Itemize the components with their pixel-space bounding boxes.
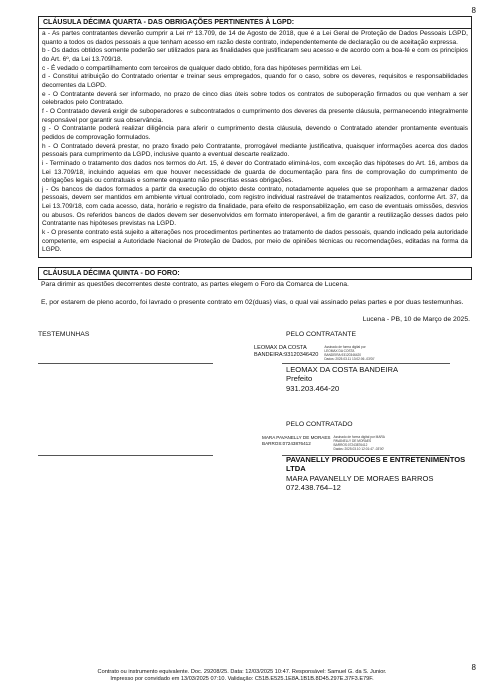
clause-14-item-g: g - O Contratante poderá realizar diligência para aferir o cumprimento desta cláusula, devendo o Contratado atender prontamente eventuais pedidos de comprovação formulados. (42, 125, 468, 141)
stamp-line: Dados: 2025.03.11 13:02:06 -03'00' (324, 357, 375, 362)
document-footer (0, 669, 484, 683)
contractor-sig-stamp (324, 345, 374, 361)
contractor-digital-signature (254, 345, 375, 361)
contracted-sig-name-1: MARA PAVANELLY DE MORAES (262, 435, 331, 441)
contractor-details (286, 365, 398, 393)
footer-line-2: Impresso por convidado em 13/03/2025 07:10. Validação: C51B.E525.1E8A.1B1B.8D45.297E.37F3.E79F. (110, 676, 374, 683)
date-line: Lucena - PB, 10 de Março de 2025. (362, 316, 470, 324)
contracted-name: MARA PAVANELLY DE MORAES BARROS (286, 473, 434, 483)
page-number-top: 8 (471, 6, 476, 15)
contracted-details (286, 455, 465, 493)
contracted-id: 072.438.764–12 (286, 483, 341, 493)
clause-14-item-c: c - É vedado o compartilhamento com terceiros de qualquer dado obtido, fora das hipóteses permitidas em Lei. (42, 64, 362, 72)
clause-15-title: CLÁUSULA DÉCIMA QUINTA - DO FORO: (38, 267, 472, 280)
clause-15-text: Para dirimir as questões decorrentes deste contrato, as partes elegem o Foro da Comarca de Lucena. (41, 281, 349, 289)
contracted-digital-signature (262, 435, 385, 451)
contractor-label: PELO CONTRATANTE (286, 331, 356, 339)
contractor-signature-line (282, 363, 450, 364)
witness-2-signature-line (38, 455, 213, 456)
contracted-label: PELO CONTRATADO (286, 421, 353, 429)
contractor-id: 931.203.464-20 (286, 383, 340, 393)
clause-14-item-e: e - O Contratante deverá ser informado, no prazo de cinco dias úteis sobre todos os contratos de suboperação firmados ou que venham a ser celebrados pelo Contratado. (42, 90, 468, 107)
stamp-line: Dados: 2025.03.10 12:01:47 -03'00' (333, 447, 385, 452)
page-number-bottom: 8 (471, 663, 476, 672)
closing-text: E, por estarem de pleno acordo, foi lavrado o presente contrato em 02(duas) vias, o qual vai assinado pelas partes e por duas testemunhas. (41, 299, 464, 307)
contractor-sig-name-2: BANDEIRA:93120346420 (254, 352, 319, 359)
witness-1-signature-line (38, 363, 213, 364)
document-body (38, 16, 472, 551)
contracted-sig-name-2: BARROS:07243876412 (262, 441, 311, 447)
clause-14-item-d: d - Constitui atribuição do Contratado orientar e treinar seus empregados, quando for o caso, sobre os deveres, requisitos e responsabilidades decorrentes da LGPD. (42, 73, 468, 89)
clause-14-item-a: a - As partes contratantes deverão cumprir a Lei nº 13.709, de 14 de Agosto de 2018, que é a Lei Geral de Proteção de Dados Pessoais LGPD, quanto a todos os dados pessoais a que tenham acesso em razão deste contrato, independentemente de declaração ou de aceitação expressa. (42, 30, 468, 46)
contractor-role: Prefeito (286, 374, 313, 384)
stamp-line: PAVANELLY DE MORAES (333, 439, 372, 444)
contractor-sig-name-1: LEOMAX DA COSTA (254, 345, 307, 352)
clause-14-item-j: j - Os bancos de dados formados a partir da execução do objeto deste contrato, notadamente aqueles que se proponham a armazenar dados pessoais, devem ser mantidos em ambiente virtual controlado, com registro individual rastreável de tratamentos realizados, conforme Art. 37, da Lei 13.709/18, com cada acesso, data, horário e registro da finalidade, para efeito de responsabilização, em caso de eventuais omissões, desvios ou abusos. Os referidos bancos de dados devem ser desenvolvidos em formato interoperável, a fim de garantir a reutilização desses dados pelo Contratante nas hipóteses previstas na LGPD. (42, 185, 468, 228)
clause-14-body (38, 29, 472, 258)
stamp-line: Assinado de forma digital por (324, 345, 366, 350)
signatures-area (38, 331, 472, 551)
stamp-line: BANDEIRA:93120346420 (324, 353, 362, 358)
stamp-line: Assinado de forma digital por MARA (333, 435, 385, 440)
witnesses-label: TESTEMUNHAS (38, 331, 90, 339)
clause-14-item-b: b - Os dados obtidos somente poderão ser utilizados para as finalidades que justificaram seu acesso e de acordo com a boa-fé e com os princípios do Art. 6º, da Lei 13.709/18. (42, 47, 468, 63)
contracted-sig-stamp (334, 435, 385, 451)
contracted-company-1: PAVANELLY PRODUCOES E ENTRETENIMENTOS (286, 455, 466, 465)
clause-14-item-h: h - O Contratado deverá prestar, no prazo fixado pelo Contratante, prorrogável mediante justificativa, quaisquer informações acerca dos dados pessoais para cumprimento da LGPD, inclusive quanto a eventual descarte realizado. (42, 142, 468, 159)
contracted-company-2: LTDA (286, 464, 306, 474)
clause-14-item-i: i - Terminado o tratamento dos dados nos termos do Art. 15, é dever do Contratado eliminá-los, com exceção das hipóteses do Art. 16, ambos da Lei 13.709/18, incluindo aquelas em que houver necessidade de guarda de documentação para fins de comprovação do cumprimento de obrigações legais ou contratuais e somente enquanto não prescritas essas obrigações. (42, 159, 468, 185)
clause-14-item-f: f - O Contratado deverá exigir de suboperadores e subcontratados o cumprimento dos deveres da presente cláusula, permanecendo integralmente responsável por garantir sua observância. (42, 107, 468, 124)
stamp-line: LEOMAX DA COSTA (324, 349, 355, 354)
stamp-line: BARROS:07243876412 (333, 443, 368, 448)
clause-14-item-k: k - O presente contrato está sujeito a alterações nos procedimentos pertinentes ao tratamento de dados pessoais, quando indicado pela autoridade competente, em especial a Autoridade Nacional de Proteção de Dados, por meio de opiniões técnicas ou recomendações, editadas na forma da LGPD. (42, 229, 468, 254)
footer-line-1: Contrato ou instrumento equivalente. Doc. 29208/25. Data: 12/03/2025 10:47. Responsável: Samuel G. da S. Junior. (97, 669, 387, 675)
contractor-name: LEOMAX DA COSTA BANDEIRA (286, 365, 399, 375)
clause-14-title: CLÁUSULA DÉCIMA QUARTA - DAS OBRIGAÇÕES PERTINENTES À LGPD: (38, 16, 472, 29)
